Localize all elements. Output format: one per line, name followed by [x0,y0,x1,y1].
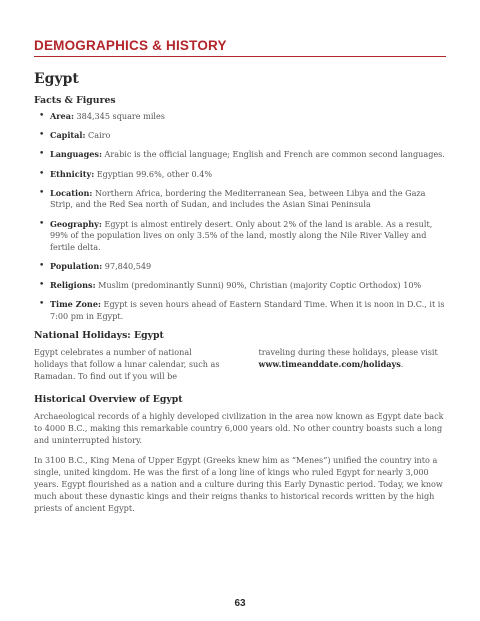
fact-label: Capital: [50,130,86,141]
fact-item [50,219,446,254]
holidays-link[interactable]: www.timeanddate.com/holidays [258,359,401,370]
fact-item [50,169,446,181]
fact-value: Northern Africa, bordering the Mediterranean Sea, between Libya and the Gaza Strip, and the Red Sea north of Sudan, and includes the Asian Sinai Peninsula [50,187,426,210]
fact-value: Egypt is almost entirely desert. Only about 2% of the land is arable. As a result, 99% of the population lives on only 3.5% of the land, mostly along the Nile River Valley and fertile delta. [50,218,433,252]
page-content [34,38,446,522]
holidays-right-text: traveling during these holidays, please visit [258,347,438,358]
fact-item [50,149,446,161]
facts-list [34,111,446,322]
history-heading: Historical Overview of Egypt [34,394,183,406]
fact-label: Geography: [50,218,102,229]
holidays-heading: National Holidays: Egypt [34,330,164,342]
fact-value: Muslim (predominantly Sunni) 90%, Christian (majority Coptic Orthodox) 10% [98,280,422,291]
fact-item [50,280,446,292]
fact-value: 384,345 square miles [76,111,165,121]
fact-value: Cairo [88,130,111,141]
fact-value: Arabic is the official language; English and French are common second languages. [104,149,445,160]
holidays-columns [34,346,446,382]
history-paragraph-2: In 3100 B.C., King Mena of Upper Egypt (Greeks knew him as “Menes”) unified the country into a single, united kingdom. He was the first of a long line of kings who ruled Egypt for nearly 3,000 years. Egypt flourished as a nation and a culture during this Early Dynastic period. Today, we know much about these dynastic kings and their reigns thanks to historical records written by the high priests of ancient Egypt. [34,455,443,514]
history-paragraph-1: Archaeological records of a highly developed civilization in the area now known as Egypt date back to 4000 B.C., making this remarkable country 6,000 years old. No other country boasts such a long and uninterrupted history. [34,411,444,446]
fact-label: Population: [50,260,103,271]
section-title: DEMOGRAPHICS & HISTORY [34,38,446,57]
fact-value: Egypt is seven hours ahead of Eastern Standard Time. When it is noon in D.C., it is 7:00 pm in Egypt. [50,299,445,321]
fact-label: Religions: [50,280,96,291]
country-title: Egypt [34,71,79,87]
facts-heading: Facts & Figures [34,95,116,106]
fact-value: 97,840,549 [104,260,152,271]
fact-item [50,261,446,273]
holidays-left-text: Egypt celebrates a number of national holidays that follow a lunar calendar, such as Ramadan. To find out if you will be [34,347,220,382]
holidays-right-paragraph [259,346,447,370]
holidays-right-column [259,346,447,382]
fact-item [50,130,446,142]
fact-label: Time Zone: [50,299,101,310]
fact-label: Area: [50,111,74,121]
fact-item [50,299,446,322]
holidays-left-column [34,346,222,382]
fact-label: Languages: [50,149,102,160]
fact-item [50,111,446,123]
fact-value: Egyptian 99.6%, other 0.4% [96,168,213,179]
holidays-period: . [400,359,404,370]
fact-label: Location: [50,187,93,198]
fact-item [50,188,446,211]
fact-label: Ethnicity: [50,168,95,179]
page-number: 63 [234,598,246,609]
